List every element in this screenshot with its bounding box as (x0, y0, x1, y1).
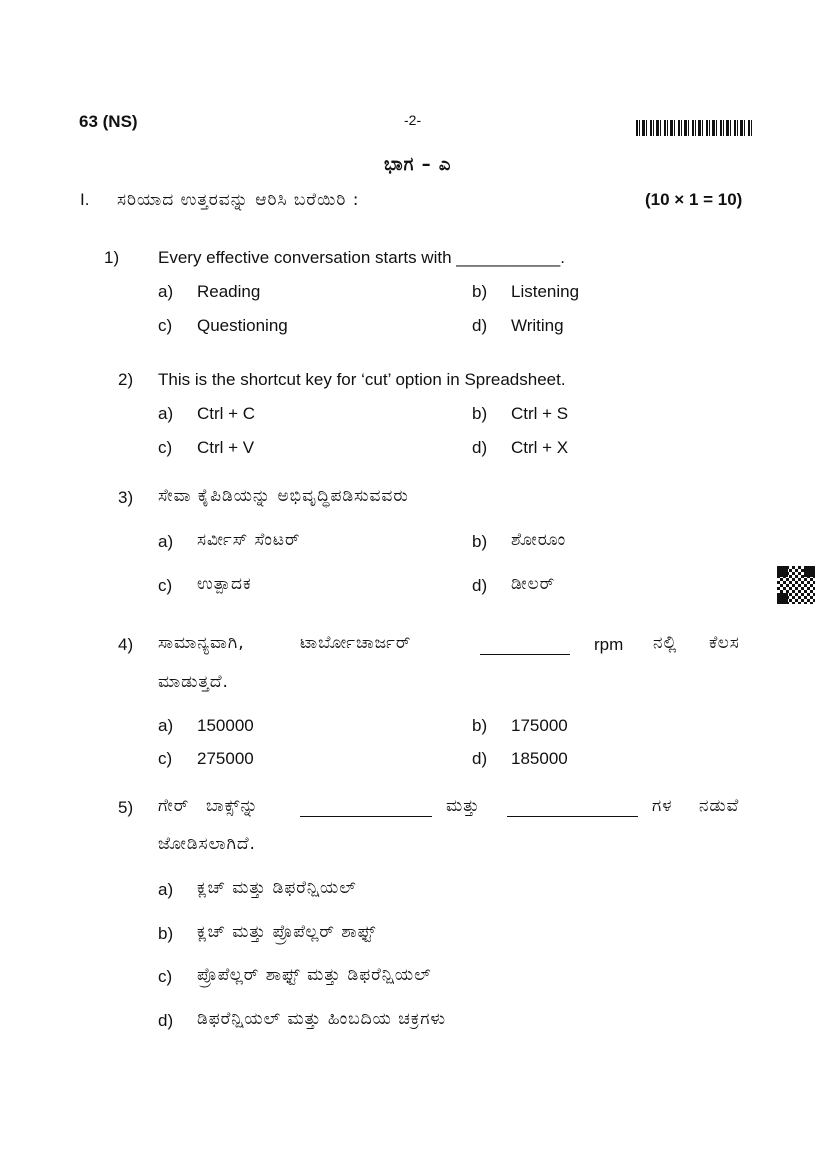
option-label: b) (472, 404, 488, 423)
option-label: c) (158, 438, 173, 457)
page-number: -2- (404, 112, 422, 128)
option-text: 175000 (511, 716, 568, 735)
question-word: ಗೇರ್ (158, 796, 190, 816)
question-text-continued: ಜೋಡಿಸಲಾಗಿದೆ. (158, 834, 256, 854)
option-text: Ctrl + V (197, 438, 255, 457)
option-label: b) (158, 924, 174, 943)
option-text: ಸರ್ವೀಸ್ ಸೆಂಟರ್ (197, 530, 301, 550)
option-text: ಶೋರೂಂ (511, 530, 567, 550)
question-word: ಟಾರ್ಬೋಚಾರ್ಜರ್ (300, 633, 412, 653)
question-word: ಮತ್ತು (446, 796, 481, 816)
option-label: d) (472, 438, 488, 457)
option-label: d) (472, 576, 488, 595)
option-label: b) (472, 532, 488, 551)
question-word: ಬಾಕ್ಸ್‌ನ್ನು (206, 796, 259, 816)
question-word: ನಲ್ಲಿ (653, 633, 678, 653)
option-text: Ctrl + S (511, 404, 569, 423)
option-text: 275000 (197, 749, 254, 768)
section-marks: (10 × 1 = 10) (645, 190, 743, 209)
option-label: c) (158, 576, 173, 595)
section-number: I. (80, 190, 90, 209)
option-text: Writing (511, 316, 564, 335)
option-label: b) (472, 282, 488, 301)
answer-blank (300, 805, 432, 825)
question-text-continued: ಮಾಡುತ್ತದೆ. (158, 672, 229, 692)
question-word: ಕೆಲಸ (709, 633, 740, 653)
option-label: c) (158, 316, 173, 335)
option-label: c) (158, 967, 173, 986)
option-label: a) (158, 532, 174, 551)
part-title: ಭಾಗ – ಎ (384, 154, 452, 175)
option-text: Questioning (197, 316, 288, 335)
section-instruction: ಸರಿಯಾದ ಉತ್ತರವನ್ನು ಆರಿಸಿ ಬರೆಯಿರಿ : (117, 190, 360, 210)
option-text: 185000 (511, 749, 568, 768)
option-text: Ctrl + X (511, 438, 569, 457)
question-word: ಗಳ (652, 796, 673, 816)
option-text: Ctrl + C (197, 404, 256, 423)
option-text: ಡೀಲರ್ (511, 574, 556, 594)
answer-blank (507, 805, 638, 825)
option-label: d) (472, 316, 488, 335)
question-text: Every effective conversation starts with ___________. (158, 248, 565, 267)
question-number: 2) (118, 370, 134, 389)
option-label: b) (472, 716, 488, 735)
option-text: ಉತ್ಪಾದಕ (197, 574, 252, 594)
option-label: a) (158, 716, 174, 735)
option-text: ಪ್ರೊಪೆಲ್ಲರ್ ಶಾಫ್ಟ್ ಮತ್ತು ಡಿಫರೆನ್ಷಿಯಲ್ (197, 965, 432, 985)
question-text: This is the shortcut key for ‘cut’ option in Spreadsheet. (158, 370, 566, 389)
answer-blank (480, 643, 570, 663)
option-label: a) (158, 404, 174, 423)
option-text: ಡಿಫರೆನ್ಷಿಯಲ್ ಮತ್ತು ಹಿಂಬದಿಯ ಚಕ್ರಗಳು (197, 1009, 447, 1029)
question-number: 1) (104, 248, 120, 267)
question-number: 4) (118, 635, 134, 654)
option-text: ಕ್ಲಚ್ ಮತ್ತು ಪ್ರೊಪೆಲ್ಲರ್ ಶಾಫ್ಟ್ (197, 922, 377, 942)
paper-code: 63 (NS) (79, 112, 138, 131)
option-text: ಕ್ಲಚ್ ಮತ್ತು ಡಿಫರೆನ್ಷಿಯಲ್ (197, 878, 357, 898)
question-word: ಸಾಮಾನ್ಯವಾಗಿ, (158, 633, 245, 653)
option-label: d) (472, 749, 488, 768)
question-number: 5) (118, 798, 134, 817)
option-label: c) (158, 749, 173, 768)
option-label: a) (158, 880, 174, 899)
qr-code-image (776, 565, 816, 605)
question-word: rpm (594, 635, 624, 654)
option-text: 150000 (197, 716, 254, 735)
option-label: a) (158, 282, 174, 301)
option-text: Listening (511, 282, 580, 301)
option-label: d) (158, 1011, 174, 1030)
question-number: 3) (118, 488, 134, 507)
option-text: Reading (197, 282, 261, 301)
barcode-image (636, 120, 752, 136)
question-text: ಸೇವಾ ಕೈಪಿಡಿಯನ್ನು ಅಭಿವೃದ್ಧಿಪಡಿಸುವವರು (158, 486, 409, 506)
question-word: ನಡುವೆ (699, 796, 740, 816)
